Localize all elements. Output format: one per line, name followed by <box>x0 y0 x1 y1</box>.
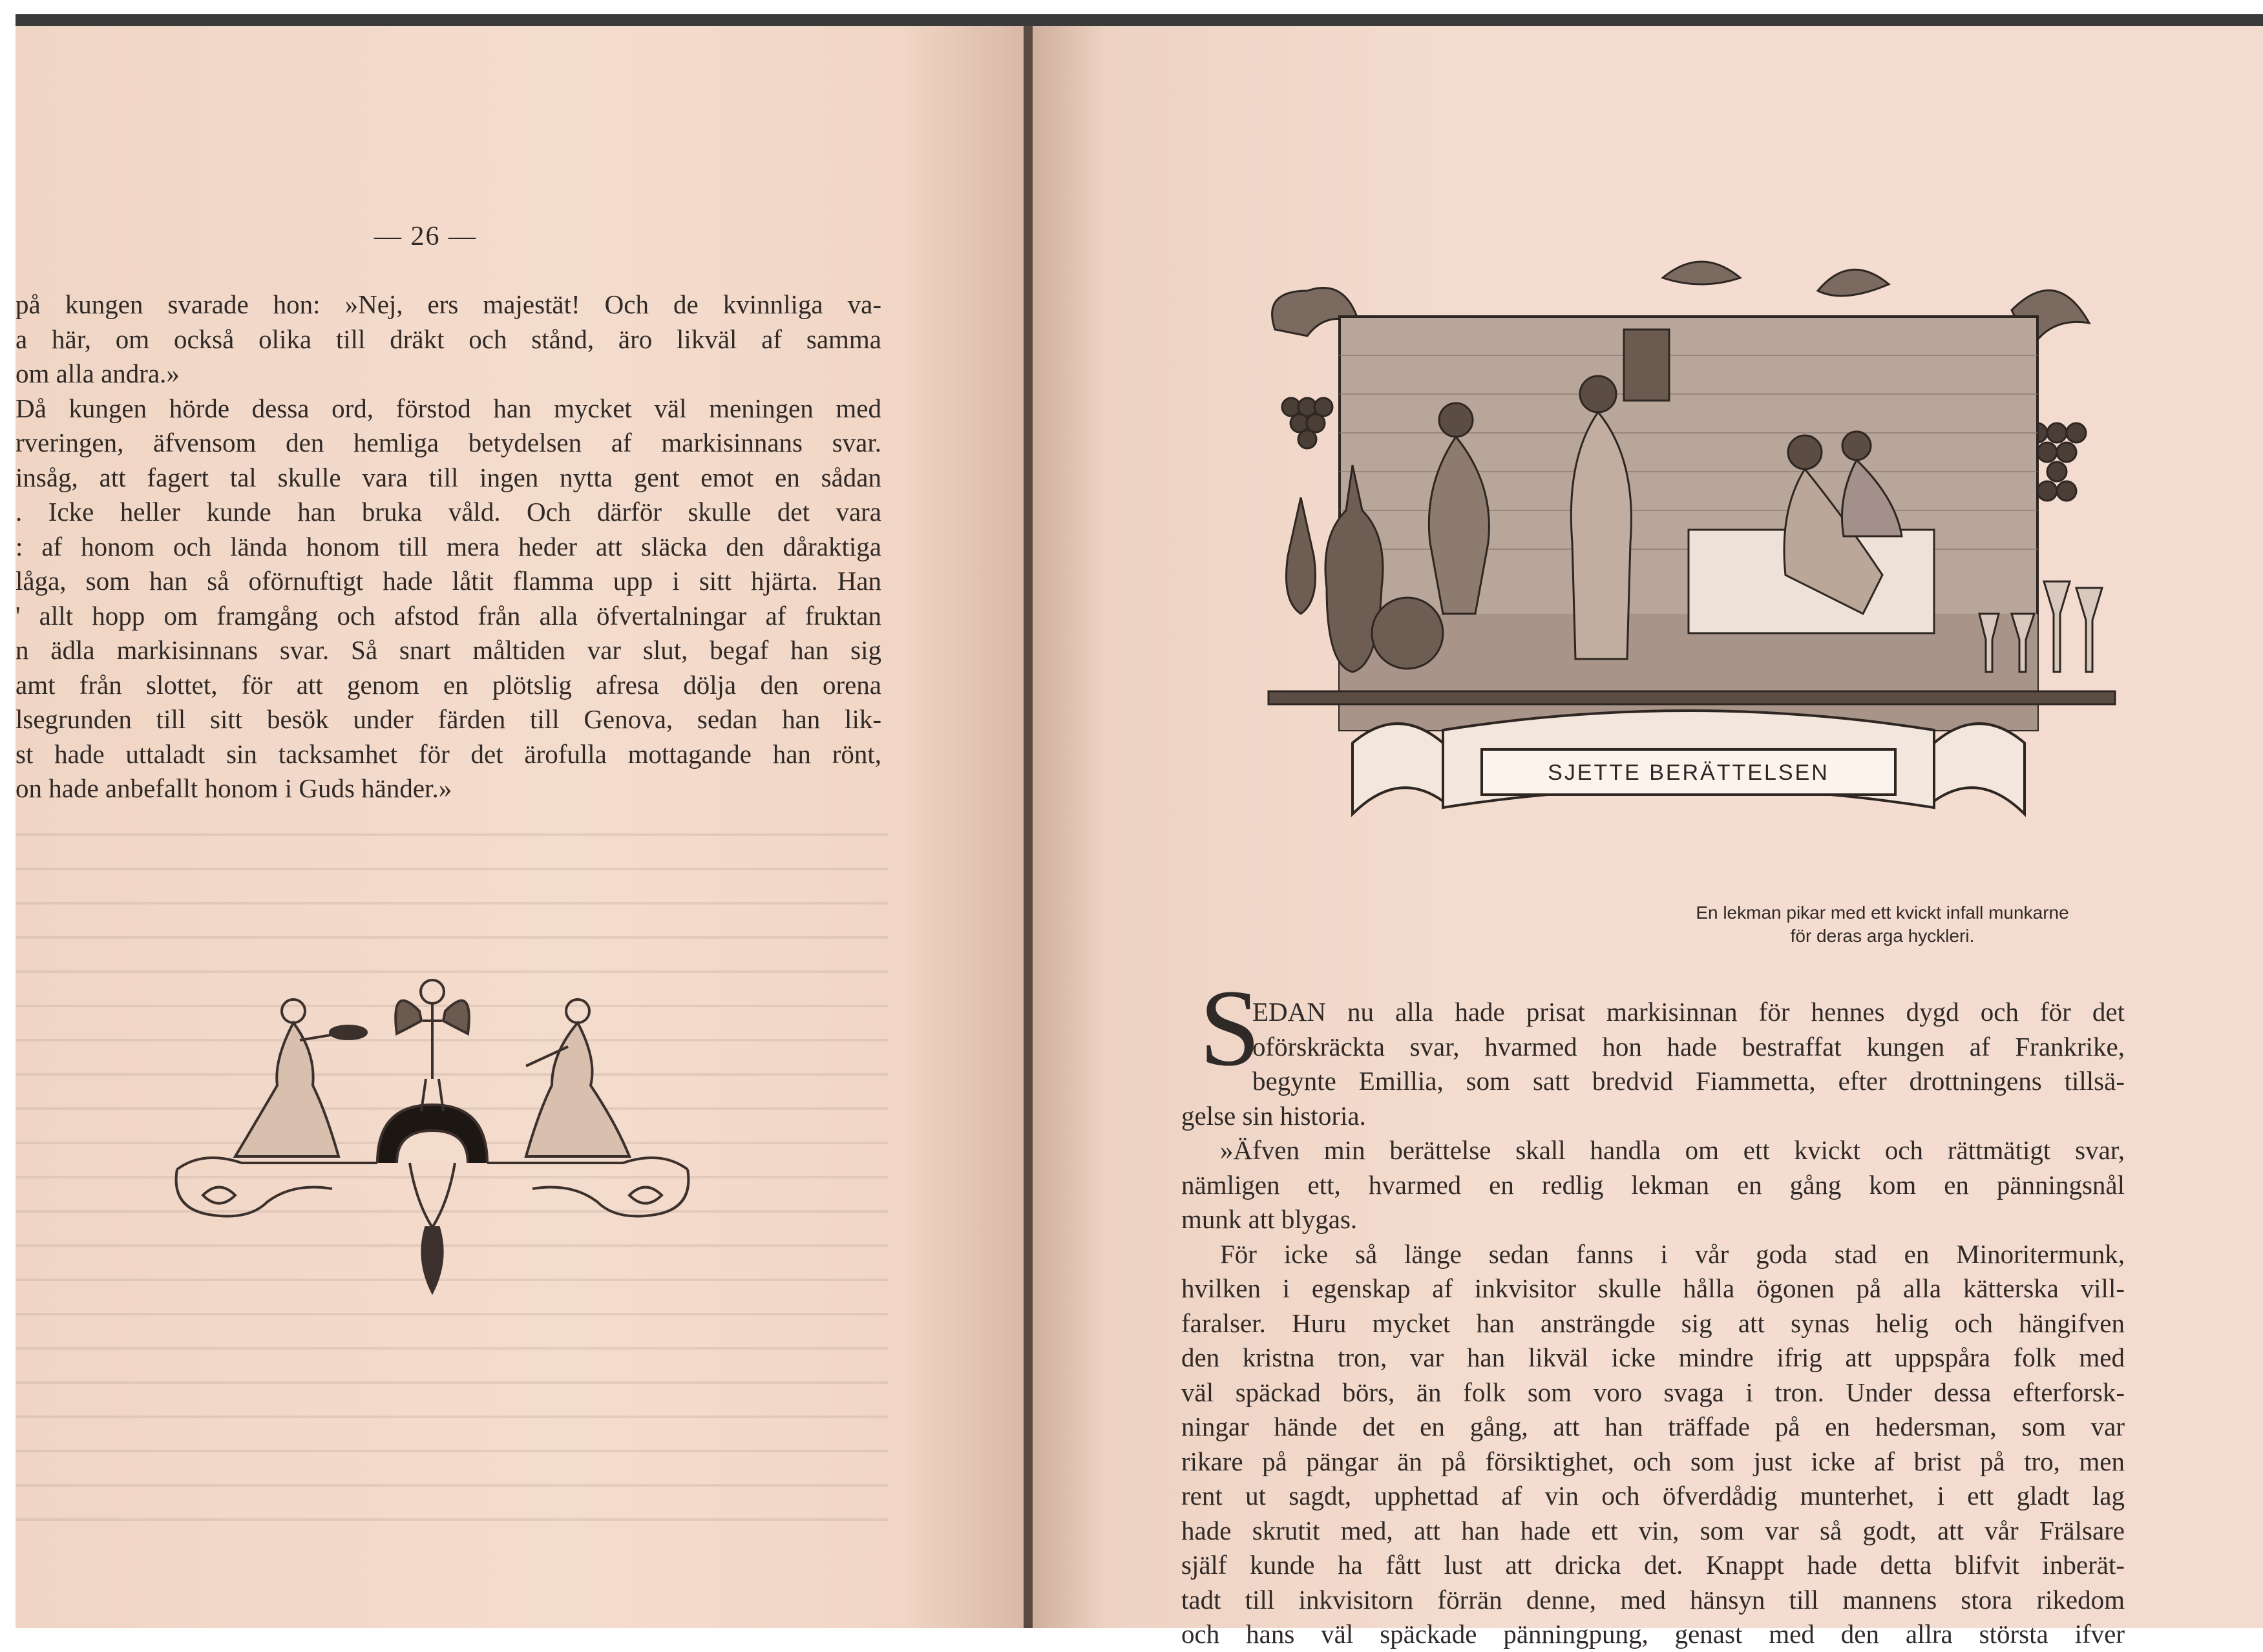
page-number: — 26 — <box>374 222 477 251</box>
text-line: den kristna tron, var han likväl icke mindre ifrig att uppspåra folk med <box>1181 1343 2125 1372</box>
text-line: insåg, att fagert tal skulle vara till ingen nytta gent emot en sådan <box>16 462 881 492</box>
text-line: ' allt hopp om framgång och afstod från alla öfvertalningar af fruktan <box>16 600 881 631</box>
text-line: »Äfven min berättelse skall handla om ett kvickt och rättmätigt svar, <box>1220 1135 2125 1165</box>
text-line: n ädla markisinnans svar. Så snart måltiden var slut, begaf han sig <box>16 635 881 665</box>
text-line: munk att blygas. <box>1181 1204 1358 1234</box>
caption-line: En lekman pikar med ett kvickt infall munkarne <box>1696 903 2069 923</box>
drop-cap: S <box>1199 967 1261 1089</box>
tavern-illustration <box>1249 252 2128 846</box>
book-gutter <box>1024 26 1033 1628</box>
text-line: Då kungen hörde dessa ord, förstod han mycket väl meningen med <box>16 393 881 423</box>
left-body-text <box>16 288 881 806</box>
text-line: rent ut sagdt, upphettad af vin och öfverdådig munterhet, i ett gladt lag <box>1181 1481 2125 1511</box>
illustration-caption <box>1640 901 2125 948</box>
text-line: väl späckad börs, än folk som voro svaga i tron. Under dessa efterforsk- <box>1181 1377 2125 1407</box>
text-line: ningar hände det en gång, att han träffade på en hedersman, som var <box>1181 1412 2125 1441</box>
text-line: För icke så länge sedan fanns i vår goda stad en Minoritermunk, <box>1220 1239 2125 1269</box>
caption-line: för deras arga hyckleri. <box>1790 926 1975 946</box>
banner-title: SJETTE BERÄTTELSEN <box>1548 760 1829 785</box>
text-line: amt från slottet, för att genom en plötslig afresa dölja den orena <box>16 669 881 700</box>
right-body-text <box>1181 995 2125 1652</box>
text-line: hade skrutit med, att han hade ett vin, som var så godt, att vår Frälsare <box>1181 1515 2125 1545</box>
ornament-vignette <box>164 956 700 1318</box>
text-line: själf kunde ha fått lust att dricka det. Knappt hade detta blifvit inberät- <box>1181 1550 2125 1580</box>
right-page <box>1033 26 2263 1649</box>
text-line: om alla andra.» <box>16 359 180 388</box>
text-line: begynte Emillia, som satt bredvid Fiammetta, efter drottningens tillsä- <box>1252 1066 2125 1096</box>
text-line: on hade anbefallt honom i Guds händer.» <box>16 773 452 803</box>
left-page <box>16 26 1024 1628</box>
text-line: st hade uttaladt sin tacksamhet för det ärofulla mottagande han rönt, <box>16 738 881 769</box>
text-line: faralser. Huru mycket han ansträngde sig att synas helig och hängifven <box>1181 1308 2125 1338</box>
text-line: och hans väl späckade pänningpung, genast med den allra största ifver <box>1181 1619 2125 1649</box>
text-line: låga, som han så oförnuftigt hade låtit flamma upp i sitt hjärta. Han <box>16 566 881 596</box>
text-line: : af honom och lända honom till mera heder att släcka den dåraktiga <box>16 531 881 561</box>
text-line: på kungen svarade hon: »Nej, ers majestät! Och de kvinnliga va- <box>16 289 881 319</box>
text-line: tadt till inkvisitorn förrän denne, med hänsyn till mannens stora rikedom <box>1181 1584 2125 1615</box>
text-line: rikare på pängar än på försiktighet, och som just icke af brist på tro, men <box>1181 1446 2125 1476</box>
text-line: hvilken i egenskap af inkvisitor skulle hålla ögonen på alla kätterska vill- <box>1181 1273 2125 1303</box>
text-line: EDAN nu alla hade prisat markisinnan för hennes dygd och för det <box>1252 997 2125 1027</box>
text-line: a här, om också olika till dräkt och stånd, äro likväl af samma <box>16 324 881 354</box>
text-line: rveringen, äfvensom den hemliga betydelsen af markisinnans svar. <box>16 428 881 457</box>
text-line: lsegrunden till sitt besök under färden till Genova, sedan han lik- <box>16 704 881 734</box>
text-line: gelse sin historia. <box>1181 1100 1366 1131</box>
text-line: oförskräckta svar, hvarmed hon hade bestraffat kungen af Frankrike, <box>1252 1031 2125 1061</box>
text-line: nämligen ett, hvarmed en redlig lekman en gång kom en pänningsnål <box>1181 1169 2125 1200</box>
text-line: . Icke heller kunde han bruka våld. Och därför skulle det vara <box>16 497 881 527</box>
